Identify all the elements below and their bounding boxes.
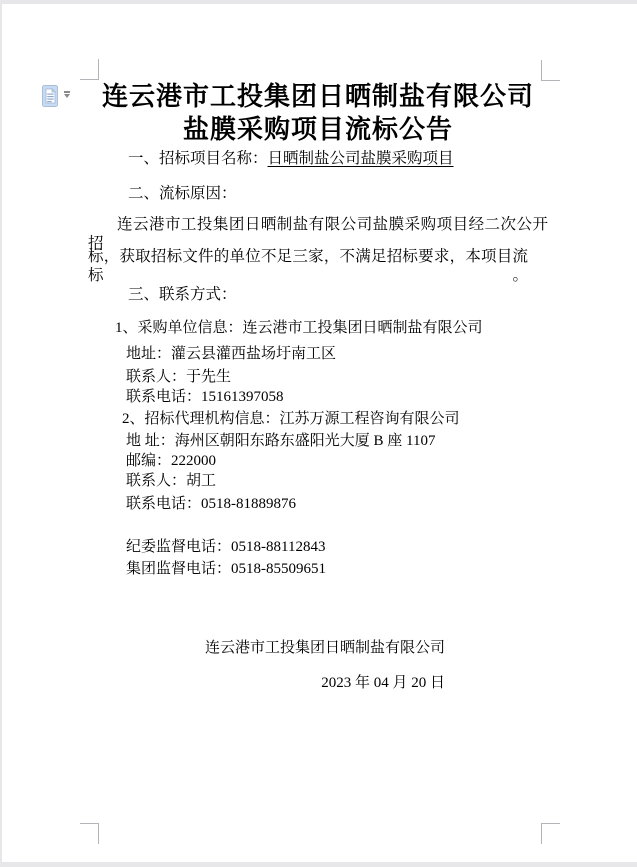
purchaser-phone: 联系电话：15161397058 (126, 389, 284, 405)
group-supervision-phone: 集团监督电话：0518-85509651 (126, 561, 326, 577)
paste-options-button[interactable] (42, 84, 74, 108)
margin-crop-mark-top-left (80, 59, 99, 80)
window-edge-bottom (0, 862, 637, 867)
purchaser-address: 地址：灌云县灌西盐场圩南工区 (126, 346, 337, 362)
agency-heading: 2、招标代理机构信息：江苏万源工程咨询有限公司 (122, 411, 460, 427)
margin-crop-mark-bottom-right (541, 823, 560, 844)
window-edge-left (0, 0, 2, 867)
agency-contact-person: 联系人：胡工 (126, 473, 217, 489)
agency-phone: 联系电话：0518-81889876 (126, 496, 296, 512)
clipboard-paste-icon (42, 84, 59, 108)
purchaser-heading: 1、采购单位信息：连云港市工投集团日晒制盐有限公司 (115, 320, 483, 336)
window-edge-top (0, 0, 637, 4)
agency-postcode: 邮编：222000 (126, 453, 217, 469)
purchaser-contact-person: 联系人：于先生 (126, 369, 232, 385)
doc-title-line-2: 盐膜采购项目流标公告 (182, 115, 453, 144)
section-2-heading: 二、流标原因： (128, 185, 237, 202)
section-1-label: 一、招标项目名称： (128, 150, 268, 167)
signature-company: 连云港市工投集团日晒制盐有限公司 (204, 640, 445, 656)
doc-title-line-1: 连云港市工投集团日晒制盐有限公司 (101, 82, 534, 111)
section-1-project-name: 日晒制盐公司盐膜采购项目 (267, 150, 454, 167)
agency-address: 地 址：海州区朝阳东路东盛阳光大厦 B 座 1107 (126, 433, 436, 449)
margin-crop-mark-top-right (541, 60, 560, 81)
section-3-heading: 三、联系方式： (128, 286, 237, 303)
margin-crop-mark-bottom-left (80, 823, 99, 844)
discipline-supervision-phone: 纪委监督电话：0518-88112843 (126, 539, 326, 555)
signature-date: 2023 年 04 月 20 日 (321, 675, 445, 691)
reason-paragraph-line-2: 标，获取招标文件的单位不足三家，不满足招标要求，本项目流标。 (88, 248, 528, 284)
chevron-down-icon[interactable] (63, 91, 71, 98)
section-1-heading (128, 149, 454, 168)
reason-paragraph-line-1: 连云港市工投集团日晒制盐有限公司盐膜采购项目经二次公开招 (88, 216, 548, 252)
